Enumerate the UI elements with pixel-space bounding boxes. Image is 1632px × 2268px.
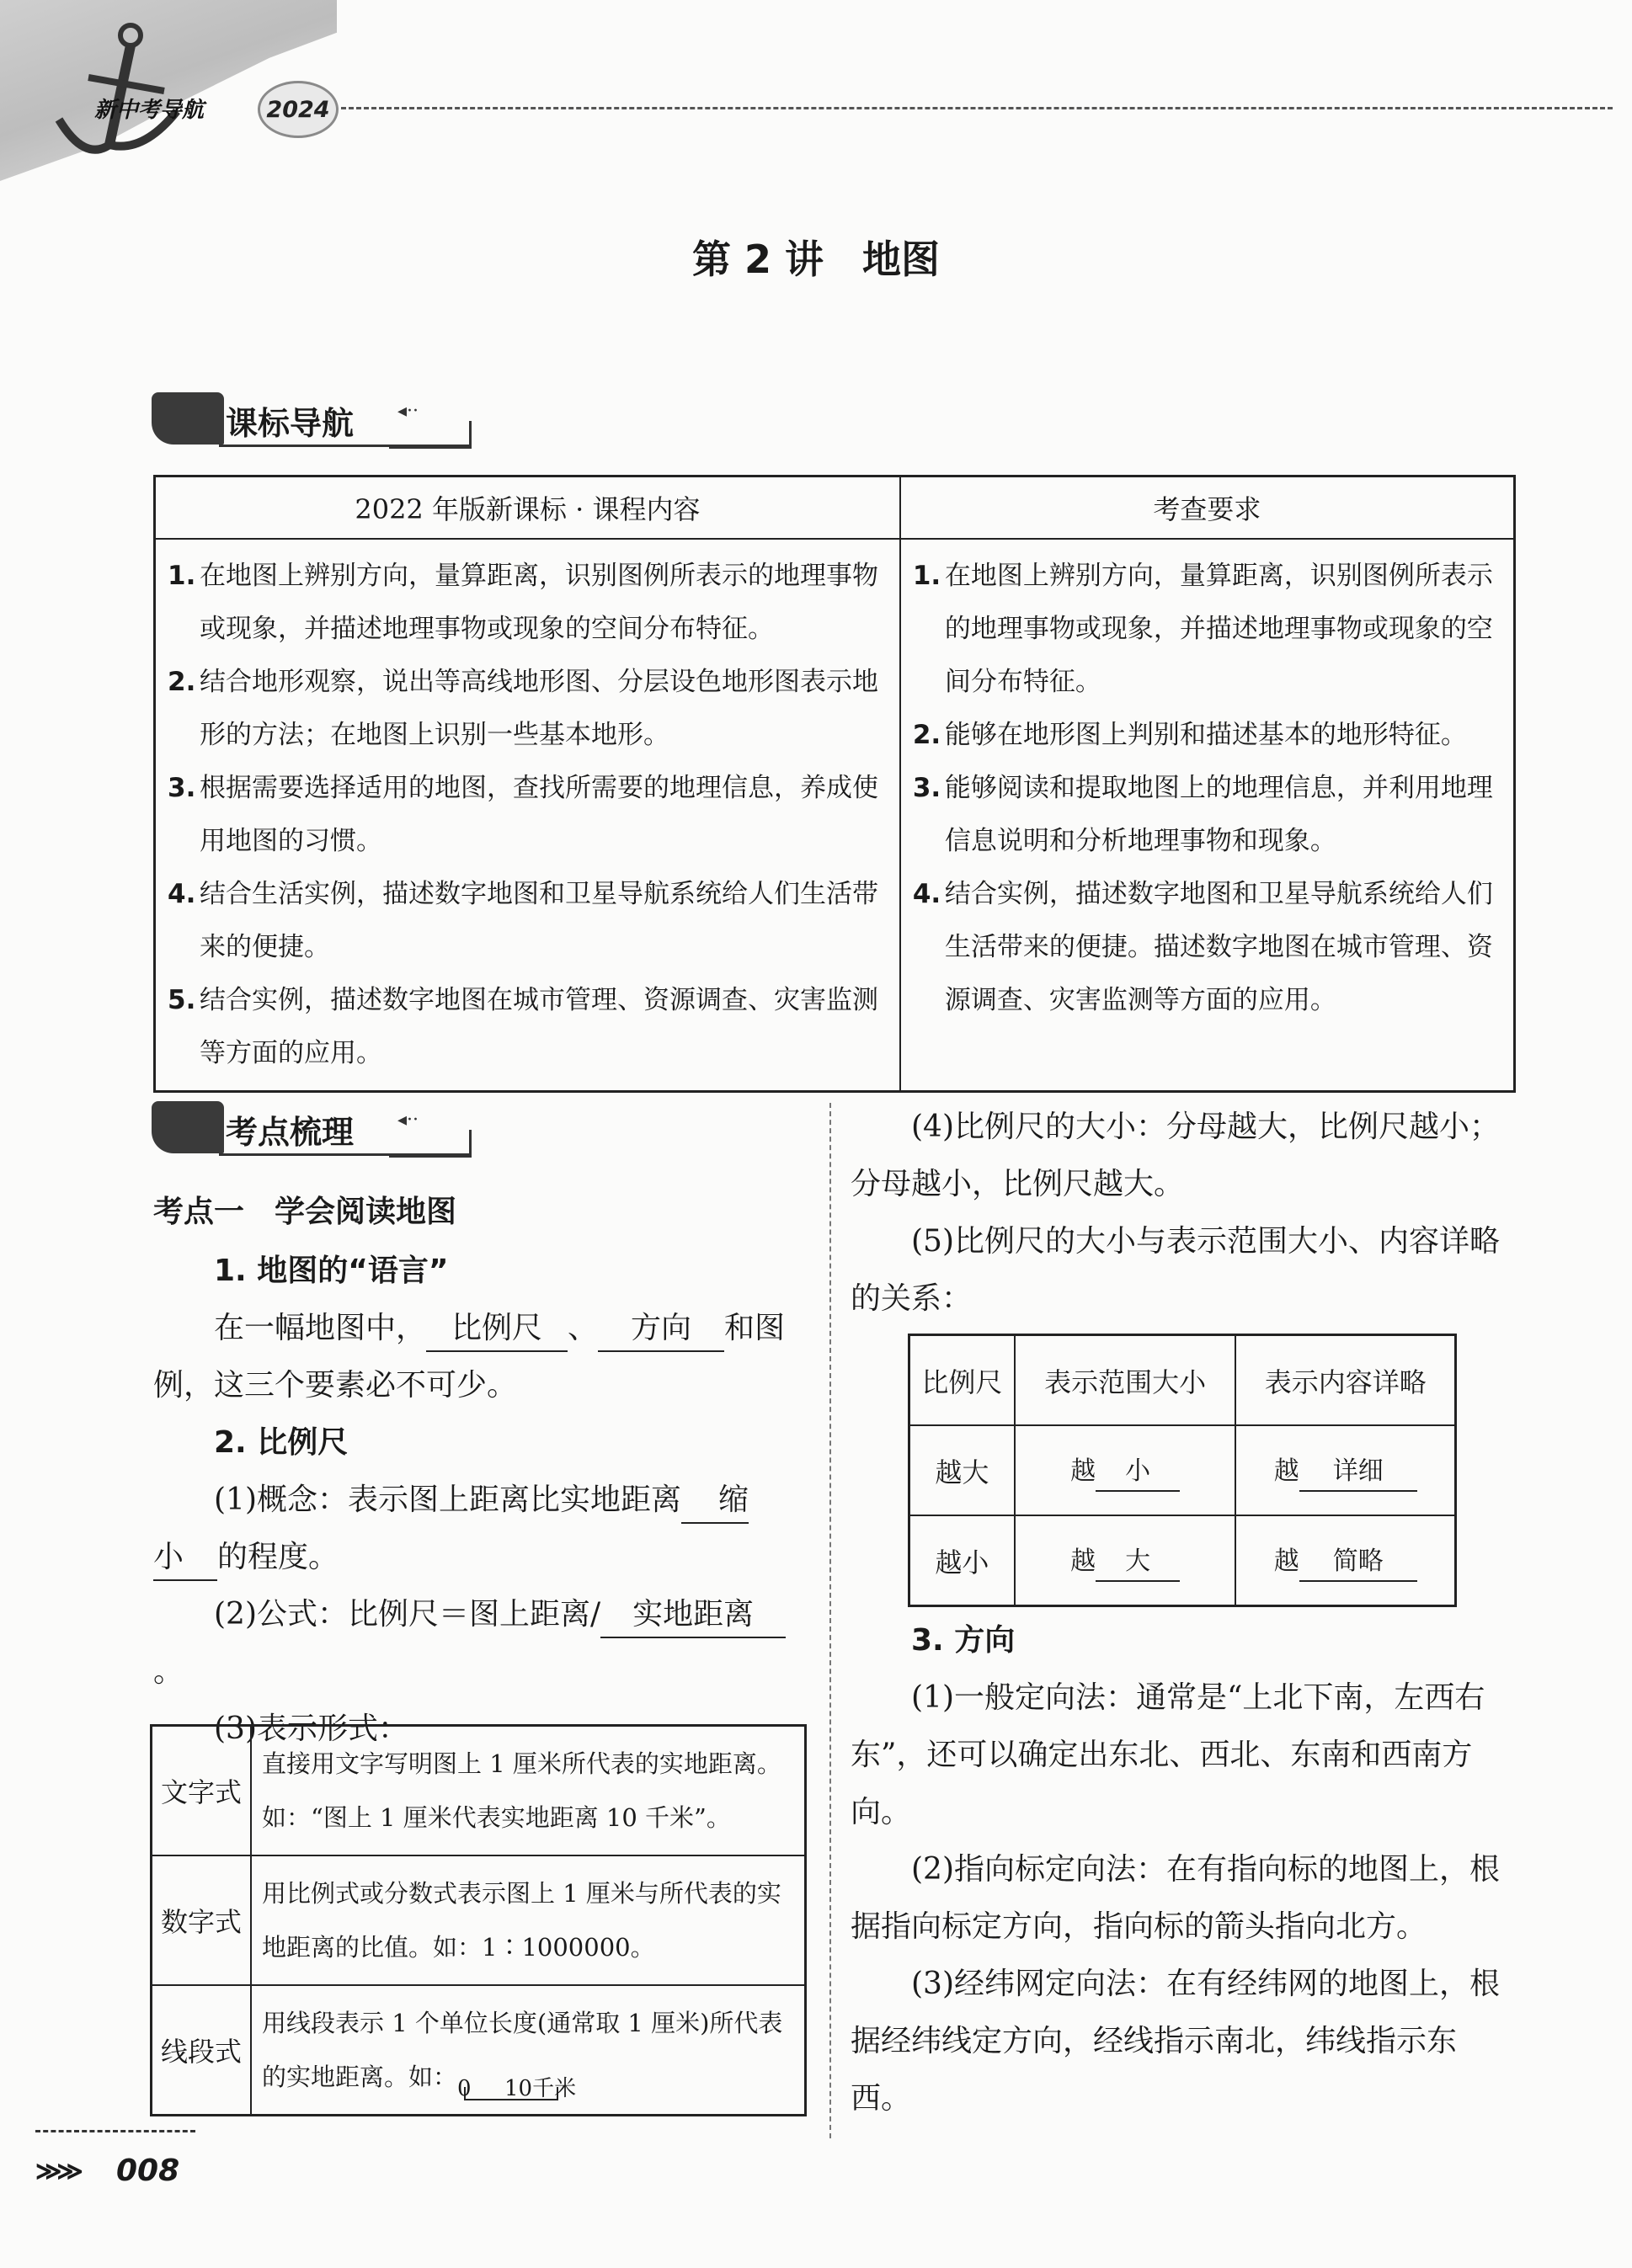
p5-text: (5)比例尺的大小与表示范围大小、内容详略的关系：	[851, 1224, 1500, 1316]
answer-blank: 缩	[681, 1478, 749, 1524]
left-column	[153, 1184, 810, 1758]
table-header: 考查要求	[900, 476, 1515, 540]
answer-blank: 实地距离	[600, 1593, 786, 1638]
form-desc: 用线段表示 1 个单位长度(通常取 1 厘米)所代表的实地距离。如： 0 10千米	[251, 1985, 806, 2116]
d3-text: (3)经纬网定向法：在有经纬网的地图上，根据经纬线定方向，经线指示南北，纬线指示东西。	[851, 1967, 1500, 2116]
curriculum-content-cell	[155, 539, 900, 1092]
range-cell: 越 小	[1015, 1425, 1236, 1515]
s1-text: 在一幅地图中， 比例尺 、 方向 和图例，这三个要素必不可少。	[153, 1300, 810, 1414]
arrow-icon: ◂··	[397, 1110, 419, 1131]
formula-text: (2)公式：比例尺＝图上距离/ 实地距离。	[153, 1586, 810, 1701]
footer-arrows-icon: ≫≫	[35, 2157, 78, 2186]
s2-title: 2. 比例尺	[214, 1425, 349, 1460]
detail-cell: 越 简略	[1235, 1515, 1455, 1606]
d1-text: (1)一般定向法：通常是“上北下南，左西右东”，还可以确定出东北、西北、东南和西南方向。	[851, 1680, 1485, 1829]
list-item: 1. 在地图上辨别方向，量算距离，识别图例所表示的地理事物或现象，并描述地理事物或现象的空间分布特征。	[168, 561, 878, 644]
answer-blank: 大	[1096, 1543, 1180, 1582]
exam-requirement-cell	[900, 539, 1515, 1092]
scale-forms-table	[150, 1724, 807, 2116]
scale-zero: 0	[457, 2076, 472, 2101]
list-item: 3. 根据需要选择适用的地图，查找所需要的地理信息，养成使用地图的习惯。	[168, 773, 878, 856]
table-header: 比例尺	[909, 1335, 1015, 1426]
page-title: 第 2 讲 地图	[691, 237, 941, 282]
section-label: 课标导航	[226, 405, 355, 442]
footer-dashed-line	[35, 2130, 195, 2132]
table-header: 2022 年版新课标 · 课程内容	[155, 476, 900, 540]
list-item: 1. 在地图上辨别方向，量算距离，识别图例所表示的地理事物或现象，并描述地理事物或现象的空间分布特征。	[912, 561, 1493, 697]
list-item: 2. 结合地形观察，说出等高线地形图、分层设色地形图表示地形的方法；在地图上识别一些基本地形。	[168, 667, 878, 750]
answer-blank: 详细	[1299, 1453, 1417, 1492]
table-row	[909, 1425, 1456, 1515]
year-badge: 2024	[258, 81, 339, 138]
list-item: 4. 结合生活实例，描述数字地图和卫星导航系统给人们生活带来的便捷。	[168, 879, 878, 962]
answer-blank: 小	[153, 1536, 217, 1581]
arrow-icon: ◂··	[397, 401, 419, 422]
list-item: 2. 能够在地形图上判别和描述基本的地形特征。	[912, 720, 1467, 750]
header-dashed-line	[341, 107, 1613, 109]
form-desc: 用比例式或分数式表示图上 1 厘米与所代表的实地距离的比值。如：1∶1000000。	[251, 1855, 806, 1985]
table-row	[152, 1726, 806, 1856]
form-key: 数字式	[152, 1855, 252, 1985]
section-tab-icon	[152, 1101, 224, 1153]
curriculum-table	[153, 475, 1516, 1093]
right-column	[851, 1099, 1516, 1328]
form-desc: 直接用文字写明图上 1 厘米所代表的实地距离。如：“图上 1 厘米代表实地距离 10 千米”。	[251, 1726, 806, 1856]
table-header: 表示内容详略	[1235, 1335, 1455, 1426]
range-cell: 越 大	[1015, 1515, 1236, 1606]
section-tab-icon	[152, 392, 224, 445]
table-row	[152, 1985, 806, 2116]
p4-text: (4)比例尺的大小：分母越大，比例尺越小；分母越小，比例尺越大。	[851, 1110, 1500, 1201]
answer-blank: 小	[1096, 1453, 1180, 1492]
form-key: 线段式	[152, 1985, 252, 2116]
kp1-title: 考点一 学会阅读地图	[153, 1195, 457, 1229]
scale-cell: 越小	[909, 1515, 1015, 1606]
section-header-nav	[152, 392, 472, 448]
table-header: 表示范围大小	[1015, 1335, 1236, 1426]
s1-title: 1. 地图的“语言”	[214, 1254, 449, 1288]
answer-blank: 简略	[1299, 1543, 1417, 1582]
direction-section	[851, 1612, 1516, 2127]
table-row	[152, 1855, 806, 1985]
scale-relation-table	[908, 1334, 1457, 1607]
section-header-points	[152, 1101, 472, 1157]
page-number: 008	[116, 2154, 180, 2188]
forms-title: (3)表示形式：	[214, 1712, 408, 1746]
scale-bar-example	[457, 2070, 584, 2104]
d2-text: (2)指向标定向法：在有指向标的地图上，根据指向标定方向，指向标的箭头指向北方。	[851, 1852, 1500, 1944]
detail-cell: 越 详细	[1235, 1425, 1455, 1515]
section-label: 考点梳理	[226, 1114, 355, 1151]
series-title: 新中考导航	[94, 98, 205, 123]
scale-label: 10千米	[504, 2076, 577, 2101]
list-item: 4. 结合实例，描述数字地图和卫星导航系统给人们生活带来的便捷。描述数字地图在城市管理、资源调查、灾害监测等方面的应用。	[912, 879, 1493, 1015]
form-key: 文字式	[152, 1726, 252, 1856]
concept-text: (1)概念：表示图上距离比实地距离 缩小 的程度。	[153, 1472, 810, 1586]
scale-cell: 越大	[909, 1425, 1015, 1515]
answer-blank: 方向	[598, 1307, 724, 1352]
list-item: 3. 能够阅读和提取地图上的地理信息，并利用地理信息说明和分析地理事物和现象。	[912, 773, 1493, 856]
answer-blank: 比例尺	[426, 1307, 568, 1352]
list-item: 5. 结合实例，描述数字地图在城市管理、资源调查、灾害监测等方面的应用。	[168, 985, 878, 1068]
table-row	[909, 1515, 1456, 1606]
s3-title: 3. 方向	[911, 1623, 1016, 1658]
column-divider	[829, 1103, 831, 2138]
